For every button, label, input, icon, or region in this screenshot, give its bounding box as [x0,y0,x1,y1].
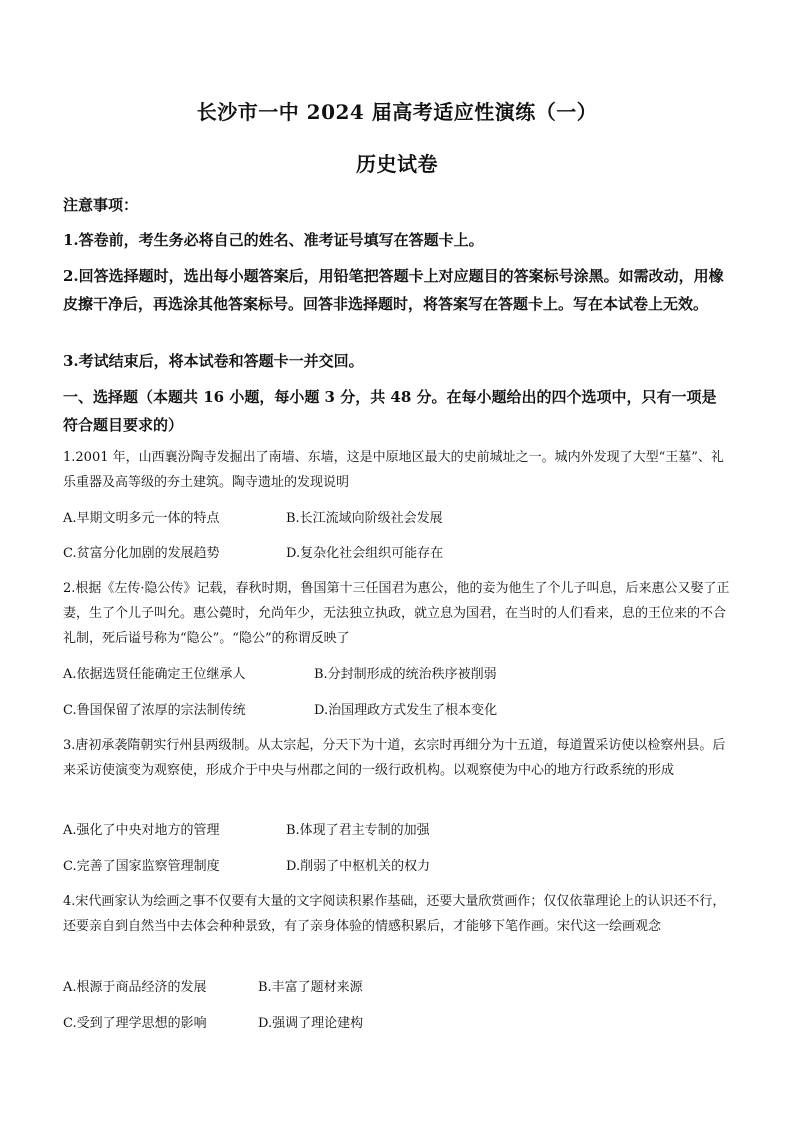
option-a: A.根源于商品经济的发展 [63,980,207,995]
option-c: C.完善了国家监察管理制度 [63,859,220,874]
question-stem: 1.2001 年，山西襄汾陶寺发掘出了南墙、东墙，这是中原地区最大的史前城址之一。城内外发现了大型“王墓”、礼乐重器及高等级的夯土建筑。陶寺遗址的发现说明 [63,450,724,490]
option-c: C.受到了理学思想的影响 [63,1016,207,1031]
option-d: D.强调了理论建构 [258,1016,364,1031]
question-stem: 3.唐初承袭隋朝实行州县两级制。从太宗起，分天下为十道，玄宗时再细分为十五道，每道置采访使以检察州县。后来采访使演变为观察使，形成介于中央与州郡之间的一级行政机构。以观察使为中心的地方行政系统的形成 [63,738,726,778]
option-b: B.分封制形成的统治秩序被削弱 [314,667,497,682]
option-d: D.治国理政方式发生了根本变化 [314,703,498,718]
question-stem: 2.根据《左传·隐公传》记载，春秋时期，鲁国第十三任国君为惠公，他的妾为他生了个儿子叫息，后来惠公又娶了正妻，生了个儿子叫允。惠公薨时，允尚年少，无法独立执政，就立息为国君，在当时的人们看来，息的王位来的不合礼制，死后谥号称为“隐公”。“隐公”的称谓反映了 [63,581,730,646]
section-heading: 一、选择题（本题共 16 小题，每小题 3 分，共 48 分。在每小题给出的四个选项中，只有一项是符合题目要求的） [63,388,717,434]
option-d: D.削弱了中枢机关的权力 [286,859,431,874]
notes-heading: 注意事项： [63,196,139,214]
option-a: A.强化了中央对地方的管理 [63,823,220,838]
option-c: C.鲁国保留了浓厚的宗法制传统 [63,703,246,718]
option-a: A.早期文明多元一体的特点 [63,511,220,526]
note-item: 1.答卷前，考生务必将自己的姓名、准考证号填写在答题卡上。 [63,231,484,249]
option-d: D.复杂化社会组织可能存在 [286,546,444,561]
option-b: B.长江流域向阶级社会发展 [286,511,443,526]
exam-subject: 历史试卷 [356,152,438,176]
option-a: A.依据选贤任能确定王位继承人 [63,667,246,682]
exam-title: 长沙市一中 2024 届高考适应性演练（一） [196,100,598,124]
note-item: 2.回答选择题时，选出每小题答案后，用铅笔把答题卡上对应题目的答案标号涂黑。如需改动，用橡皮擦干净后，再选涂其他答案标号。回答非选择题时，将答案写在答题卡上。写在本试卷上无效。 [63,267,724,313]
question-stem: 4.宋代画家认为绘画之事不仅要有大量的文字阅读积累作基础，还要大量欣赏画作；仅仅依靠理论上的认识还不行，还要亲自到自然当中去体会种种景致，有了亲身体验的情感积累后，才能够下笔作画。宋代这一绘画观念 [63,894,726,934]
note-item: 3.考试结束后，将本试卷和答题卡一并交回。 [63,352,364,370]
option-b: B.丰富了题材来源 [258,980,363,995]
option-b: B.体现了君主专制的加强 [286,823,430,838]
option-c: C.贫富分化加剧的发展趋势 [63,546,220,561]
